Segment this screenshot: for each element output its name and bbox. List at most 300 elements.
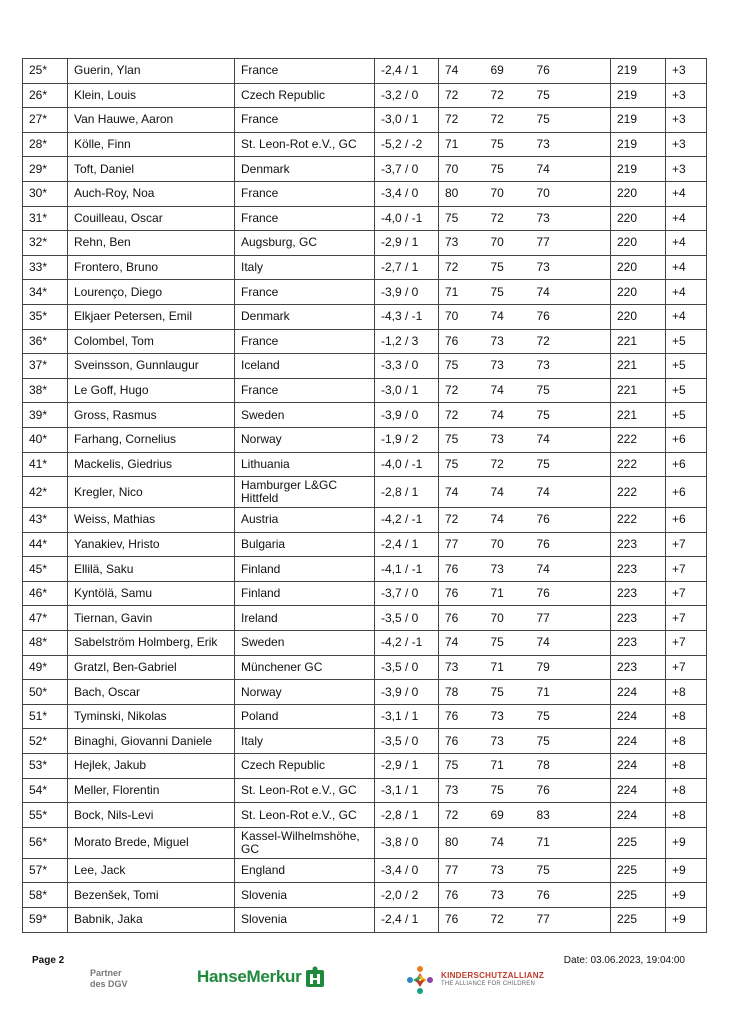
table-row (23, 403, 707, 428)
table-row (23, 908, 707, 933)
total-score-cell: 223 (611, 606, 666, 631)
table-row (23, 858, 707, 883)
print-date: Date: 03.06.2023, 19:04:00 (563, 955, 685, 966)
club-cell: Finland (235, 581, 375, 606)
table-row (23, 59, 707, 84)
player-name-cell: Tyminski, Nikolas (68, 704, 235, 729)
table-row (23, 655, 707, 680)
handicap-cell: -3,8 / 0 (375, 827, 439, 858)
table-row (23, 231, 707, 256)
round-1-score-cell: 72 (439, 255, 485, 280)
handicap-cell: -2,9 / 1 (375, 231, 439, 256)
club-cell: Hamburger L&GC Hittfeld (235, 477, 375, 508)
round-3-score-cell: 76 (531, 508, 611, 533)
table-row (23, 680, 707, 705)
total-score-cell: 219 (611, 157, 666, 182)
table-row (23, 606, 707, 631)
round-2-score-cell: 69 (485, 803, 531, 828)
round-1-score-cell: 75 (439, 354, 485, 379)
player-name-cell: Farhang, Cornelius (68, 427, 235, 452)
total-score-cell: 221 (611, 403, 666, 428)
round-3-score-cell: 73 (531, 255, 611, 280)
position-cell: 58* (23, 883, 68, 908)
round-2-score-cell: 75 (485, 157, 531, 182)
round-2-score-cell: 73 (485, 354, 531, 379)
to-par-cell: +8 (666, 680, 707, 705)
handicap-cell: -3,1 / 1 (375, 704, 439, 729)
club-cell: France (235, 280, 375, 305)
player-name-cell: Gross, Rasmus (68, 403, 235, 428)
position-cell: 56* (23, 827, 68, 858)
partner-line-2: des DGV (90, 979, 128, 989)
table-row (23, 181, 707, 206)
position-cell: 45* (23, 557, 68, 582)
position-cell: 43* (23, 508, 68, 533)
player-name-cell: Morato Brede, Miguel (68, 827, 235, 858)
handicap-cell: -2,8 / 1 (375, 803, 439, 828)
total-score-cell: 221 (611, 354, 666, 379)
player-name-cell: Bock, Nils-Levi (68, 803, 235, 828)
to-par-cell: +9 (666, 883, 707, 908)
position-cell: 49* (23, 655, 68, 680)
round-3-score-cell: 73 (531, 206, 611, 231)
player-name-cell: Lee, Jack (68, 858, 235, 883)
partner-label (90, 968, 128, 990)
club-cell: Münchener GC (235, 655, 375, 680)
round-2-score-cell: 71 (485, 754, 531, 779)
round-3-score-cell: 74 (531, 427, 611, 452)
round-1-score-cell: 73 (439, 231, 485, 256)
to-par-cell: +8 (666, 754, 707, 779)
position-cell: 34* (23, 280, 68, 305)
kinder-subtitle: THE ALLIANCE FOR CHILDREN (441, 981, 536, 987)
total-score-cell: 224 (611, 704, 666, 729)
club-cell: St. Leon-Rot e.V., GC (235, 132, 375, 157)
to-par-cell: +5 (666, 403, 707, 428)
round-3-score-cell: 75 (531, 452, 611, 477)
handicap-cell: -3,2 / 0 (375, 83, 439, 108)
to-par-cell: +4 (666, 280, 707, 305)
round-3-score-cell: 75 (531, 108, 611, 133)
position-cell: 25* (23, 59, 68, 84)
to-par-cell: +8 (666, 778, 707, 803)
position-cell: 36* (23, 329, 68, 354)
club-cell: Czech Republic (235, 83, 375, 108)
position-cell: 44* (23, 532, 68, 557)
player-name-cell: Guerin, Ylan (68, 59, 235, 84)
club-cell: England (235, 858, 375, 883)
round-1-score-cell: 80 (439, 827, 485, 858)
total-score-cell: 224 (611, 803, 666, 828)
to-par-cell: +8 (666, 729, 707, 754)
handicap-cell: -3,9 / 0 (375, 403, 439, 428)
round-1-score-cell: 71 (439, 280, 485, 305)
position-cell: 47* (23, 606, 68, 631)
position-cell: 41* (23, 452, 68, 477)
to-par-cell: +4 (666, 206, 707, 231)
to-par-cell: +7 (666, 557, 707, 582)
total-score-cell: 223 (611, 532, 666, 557)
round-3-score-cell: 77 (531, 606, 611, 631)
player-name-cell: Couilleau, Oscar (68, 206, 235, 231)
round-1-score-cell: 72 (439, 378, 485, 403)
round-3-score-cell: 73 (531, 354, 611, 379)
to-par-cell: +7 (666, 606, 707, 631)
total-score-cell: 225 (611, 858, 666, 883)
to-par-cell: +3 (666, 59, 707, 84)
round-2-score-cell: 73 (485, 329, 531, 354)
position-cell: 53* (23, 754, 68, 779)
table-row (23, 354, 707, 379)
club-cell: Iceland (235, 354, 375, 379)
round-1-score-cell: 76 (439, 606, 485, 631)
to-par-cell: +5 (666, 378, 707, 403)
round-1-score-cell: 72 (439, 108, 485, 133)
round-2-score-cell: 71 (485, 581, 531, 606)
round-1-score-cell: 75 (439, 452, 485, 477)
round-2-score-cell: 73 (485, 704, 531, 729)
table-row (23, 108, 707, 133)
total-score-cell: 223 (611, 655, 666, 680)
round-2-score-cell: 73 (485, 883, 531, 908)
handicap-cell: -2,4 / 1 (375, 908, 439, 933)
round-1-score-cell: 76 (439, 329, 485, 354)
round-3-score-cell: 76 (531, 532, 611, 557)
handicap-cell: -4,3 / -1 (375, 304, 439, 329)
total-score-cell: 223 (611, 631, 666, 656)
player-name-cell: Mackelis, Giedrius (68, 452, 235, 477)
table-row (23, 477, 707, 508)
to-par-cell: +4 (666, 255, 707, 280)
total-score-cell: 224 (611, 778, 666, 803)
handicap-cell: -4,2 / -1 (375, 508, 439, 533)
round-2-score-cell: 70 (485, 532, 531, 557)
player-name-cell: Kölle, Finn (68, 132, 235, 157)
handicap-cell: -3,9 / 0 (375, 280, 439, 305)
total-score-cell: 219 (611, 108, 666, 133)
total-score-cell: 222 (611, 508, 666, 533)
table-row (23, 883, 707, 908)
total-score-cell: 225 (611, 883, 666, 908)
club-cell: Norway (235, 680, 375, 705)
handicap-cell: -3,5 / 0 (375, 655, 439, 680)
total-score-cell: 221 (611, 378, 666, 403)
round-3-score-cell: 78 (531, 754, 611, 779)
round-1-score-cell: 74 (439, 631, 485, 656)
handicap-cell: -3,1 / 1 (375, 778, 439, 803)
table-row (23, 132, 707, 157)
club-cell: Italy (235, 255, 375, 280)
round-1-score-cell: 77 (439, 858, 485, 883)
table-row (23, 427, 707, 452)
to-par-cell: +7 (666, 581, 707, 606)
round-2-score-cell: 74 (485, 827, 531, 858)
club-cell: France (235, 108, 375, 133)
round-2-score-cell: 75 (485, 631, 531, 656)
to-par-cell: +7 (666, 655, 707, 680)
position-cell: 40* (23, 427, 68, 452)
handicap-cell: -3,5 / 0 (375, 729, 439, 754)
position-cell: 42* (23, 477, 68, 508)
table-row (23, 803, 707, 828)
hansemerkur-logo-icon (305, 966, 325, 988)
player-name-cell: Sabelström Holmberg, Erik (68, 631, 235, 656)
round-3-score-cell: 74 (531, 477, 611, 508)
player-name-cell: Kyntölä, Samu (68, 581, 235, 606)
page-number: Page 2 (32, 955, 65, 966)
round-3-score-cell: 75 (531, 704, 611, 729)
club-cell: France (235, 378, 375, 403)
to-par-cell: +4 (666, 231, 707, 256)
results-page (22, 58, 706, 933)
round-2-score-cell: 72 (485, 452, 531, 477)
club-cell: France (235, 181, 375, 206)
club-cell: Italy (235, 729, 375, 754)
handicap-cell: -3,7 / 0 (375, 581, 439, 606)
round-2-score-cell: 75 (485, 280, 531, 305)
club-cell: Lithuania (235, 452, 375, 477)
round-2-score-cell: 75 (485, 680, 531, 705)
round-1-score-cell: 72 (439, 83, 485, 108)
to-par-cell: +7 (666, 631, 707, 656)
to-par-cell: +3 (666, 108, 707, 133)
round-3-score-cell: 76 (531, 883, 611, 908)
handicap-cell: -2,7 / 1 (375, 255, 439, 280)
player-name-cell: Lourenço, Diego (68, 280, 235, 305)
handicap-cell: -3,7 / 0 (375, 157, 439, 182)
club-cell: Austria (235, 508, 375, 533)
total-score-cell: 220 (611, 231, 666, 256)
club-cell: Slovenia (235, 883, 375, 908)
club-cell: St. Leon-Rot e.V., GC (235, 778, 375, 803)
round-1-score-cell: 74 (439, 477, 485, 508)
club-cell: Slovenia (235, 908, 375, 933)
round-2-score-cell: 72 (485, 908, 531, 933)
round-2-score-cell: 73 (485, 729, 531, 754)
round-1-score-cell: 75 (439, 206, 485, 231)
hansemerkur-logo (197, 966, 325, 988)
table-row (23, 157, 707, 182)
round-2-score-cell: 74 (485, 403, 531, 428)
position-cell: 55* (23, 803, 68, 828)
player-name-cell: Weiss, Mathias (68, 508, 235, 533)
table-row (23, 329, 707, 354)
handicap-cell: -5,2 / -2 (375, 132, 439, 157)
total-score-cell: 220 (611, 181, 666, 206)
player-name-cell: Meller, Florentin (68, 778, 235, 803)
round-2-score-cell: 73 (485, 858, 531, 883)
handicap-cell: -3,4 / 0 (375, 858, 439, 883)
club-cell: Bulgaria (235, 532, 375, 557)
kinder-title: KINDERSCHUTZALLIANZ (441, 971, 545, 980)
position-cell: 57* (23, 858, 68, 883)
position-cell: 59* (23, 908, 68, 933)
total-score-cell: 225 (611, 908, 666, 933)
to-par-cell: +8 (666, 803, 707, 828)
total-score-cell: 220 (611, 255, 666, 280)
round-1-score-cell: 73 (439, 655, 485, 680)
round-3-score-cell: 72 (531, 329, 611, 354)
round-1-score-cell: 70 (439, 304, 485, 329)
club-cell: Augsburg, GC (235, 231, 375, 256)
player-name-cell: Auch-Roy, Noa (68, 181, 235, 206)
player-name-cell: Ellilä, Saku (68, 557, 235, 582)
round-1-score-cell: 76 (439, 557, 485, 582)
to-par-cell: +6 (666, 427, 707, 452)
total-score-cell: 222 (611, 427, 666, 452)
round-2-score-cell: 73 (485, 557, 531, 582)
to-par-cell: +5 (666, 329, 707, 354)
round-1-score-cell: 70 (439, 157, 485, 182)
table-row (23, 631, 707, 656)
results-table (22, 58, 707, 933)
round-1-score-cell: 72 (439, 403, 485, 428)
round-3-score-cell: 75 (531, 83, 611, 108)
round-2-score-cell: 70 (485, 231, 531, 256)
position-cell: 28* (23, 132, 68, 157)
club-cell: Denmark (235, 157, 375, 182)
table-row (23, 729, 707, 754)
table-row (23, 557, 707, 582)
handicap-cell: -3,3 / 0 (375, 354, 439, 379)
position-cell: 30* (23, 181, 68, 206)
round-3-score-cell: 76 (531, 59, 611, 84)
round-3-score-cell: 71 (531, 680, 611, 705)
position-cell: 31* (23, 206, 68, 231)
round-3-score-cell: 75 (531, 858, 611, 883)
to-par-cell: +9 (666, 858, 707, 883)
round-2-score-cell: 70 (485, 181, 531, 206)
round-3-score-cell: 74 (531, 631, 611, 656)
club-cell: Sweden (235, 631, 375, 656)
round-1-score-cell: 76 (439, 729, 485, 754)
club-cell: Finland (235, 557, 375, 582)
round-3-score-cell: 76 (531, 304, 611, 329)
round-1-score-cell: 72 (439, 508, 485, 533)
round-2-score-cell: 70 (485, 606, 531, 631)
round-2-score-cell: 75 (485, 778, 531, 803)
total-score-cell: 220 (611, 304, 666, 329)
to-par-cell: +5 (666, 354, 707, 379)
position-cell: 39* (23, 403, 68, 428)
position-cell: 50* (23, 680, 68, 705)
club-cell: France (235, 206, 375, 231)
player-name-cell: Tiernan, Gavin (68, 606, 235, 631)
round-2-score-cell: 72 (485, 206, 531, 231)
player-name-cell: Kregler, Nico (68, 477, 235, 508)
round-2-score-cell: 69 (485, 59, 531, 84)
player-name-cell: Hejlek, Jakub (68, 754, 235, 779)
to-par-cell: +7 (666, 532, 707, 557)
player-name-cell: Toft, Daniel (68, 157, 235, 182)
to-par-cell: +6 (666, 477, 707, 508)
total-score-cell: 219 (611, 59, 666, 84)
total-score-cell: 219 (611, 83, 666, 108)
round-1-score-cell: 71 (439, 132, 485, 157)
position-cell: 29* (23, 157, 68, 182)
round-2-score-cell: 71 (485, 655, 531, 680)
club-cell: Ireland (235, 606, 375, 631)
round-3-score-cell: 74 (531, 157, 611, 182)
position-cell: 38* (23, 378, 68, 403)
player-name-cell: Frontero, Bruno (68, 255, 235, 280)
to-par-cell: +3 (666, 132, 707, 157)
round-3-score-cell: 83 (531, 803, 611, 828)
round-3-score-cell: 79 (531, 655, 611, 680)
partner-line-1: Partner (90, 968, 122, 978)
round-1-score-cell: 75 (439, 427, 485, 452)
round-2-score-cell: 75 (485, 255, 531, 280)
round-1-score-cell: 74 (439, 59, 485, 84)
handicap-cell: -2,4 / 1 (375, 532, 439, 557)
table-row (23, 452, 707, 477)
table-row (23, 304, 707, 329)
table-row (23, 827, 707, 858)
position-cell: 26* (23, 83, 68, 108)
round-3-score-cell: 71 (531, 827, 611, 858)
handicap-cell: -2,8 / 1 (375, 477, 439, 508)
table-row (23, 255, 707, 280)
club-cell: Denmark (235, 304, 375, 329)
handicap-cell: -3,0 / 1 (375, 378, 439, 403)
to-par-cell: +9 (666, 908, 707, 933)
total-score-cell: 222 (611, 477, 666, 508)
table-row (23, 754, 707, 779)
to-par-cell: +8 (666, 704, 707, 729)
player-name-cell: Yanakiev, Hristo (68, 532, 235, 557)
round-1-score-cell: 76 (439, 883, 485, 908)
round-3-score-cell: 76 (531, 778, 611, 803)
player-name-cell: Klein, Louis (68, 83, 235, 108)
club-cell: Czech Republic (235, 754, 375, 779)
total-score-cell: 221 (611, 329, 666, 354)
round-1-score-cell: 80 (439, 181, 485, 206)
to-par-cell: +4 (666, 304, 707, 329)
total-score-cell: 224 (611, 680, 666, 705)
handicap-cell: -4,1 / -1 (375, 557, 439, 582)
handicap-cell: -2,9 / 1 (375, 754, 439, 779)
table-row (23, 581, 707, 606)
round-2-score-cell: 72 (485, 108, 531, 133)
position-cell: 35* (23, 304, 68, 329)
round-2-score-cell: 74 (485, 477, 531, 508)
total-score-cell: 224 (611, 729, 666, 754)
total-score-cell: 220 (611, 206, 666, 231)
position-cell: 32* (23, 231, 68, 256)
position-cell: 51* (23, 704, 68, 729)
player-name-cell: Gratzl, Ben-Gabriel (68, 655, 235, 680)
round-3-score-cell: 75 (531, 403, 611, 428)
club-cell: France (235, 329, 375, 354)
round-3-score-cell: 70 (531, 181, 611, 206)
total-score-cell: 222 (611, 452, 666, 477)
position-cell: 27* (23, 108, 68, 133)
round-2-score-cell: 74 (485, 508, 531, 533)
round-1-score-cell: 77 (439, 532, 485, 557)
position-cell: 48* (23, 631, 68, 656)
player-name-cell: Colombel, Tom (68, 329, 235, 354)
club-cell: Kassel-Wilhelmshöhe, GC (235, 827, 375, 858)
kinderschutzallianz-logo (403, 963, 544, 997)
total-score-cell: 225 (611, 827, 666, 858)
total-score-cell: 223 (611, 557, 666, 582)
player-name-cell: Babnik, Jaka (68, 908, 235, 933)
handicap-cell: -3,9 / 0 (375, 680, 439, 705)
hansemerkur-wordmark: HanseMerkur (197, 967, 302, 986)
total-score-cell: 219 (611, 132, 666, 157)
round-2-score-cell: 72 (485, 83, 531, 108)
round-1-score-cell: 76 (439, 704, 485, 729)
